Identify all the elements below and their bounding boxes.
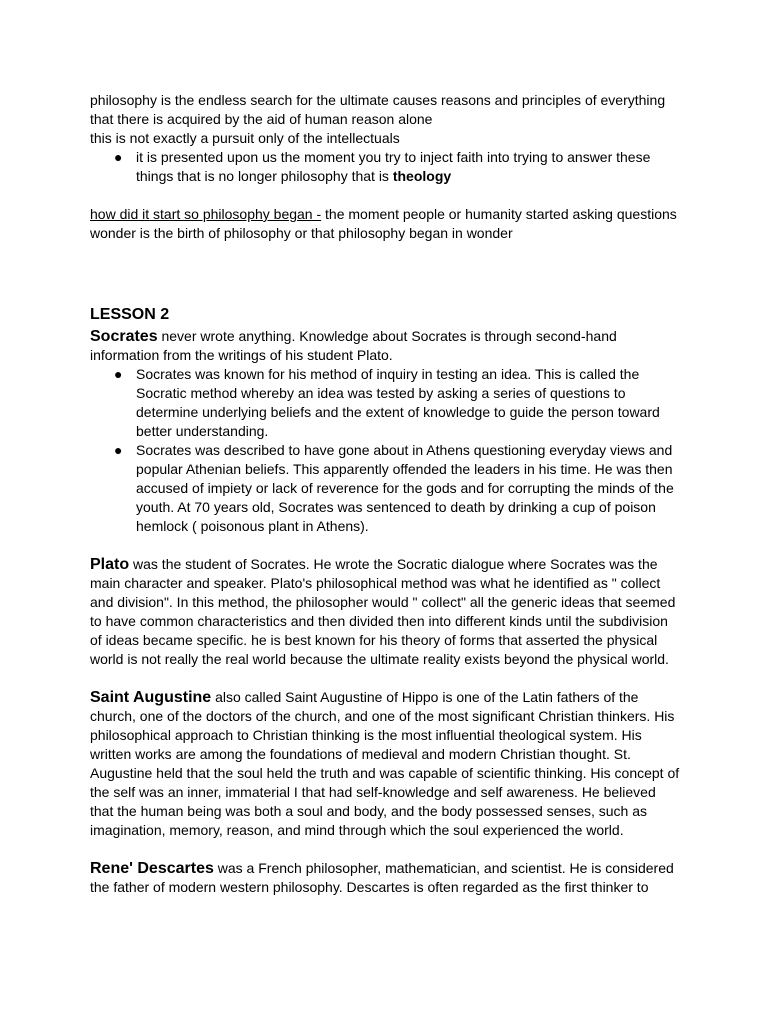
plato-text: was the student of Socrates. He wrote the Socratic dialogue where Socrates was the main character and speaker. Plato's philosophical method was what he identified as " collect and division". In this method, the philosopher would " collect" all the generic ideas that seemed to have common characteristics and then divided then into different kinds until the subdivision of ideas became specific. he is best known for his theory of forms that asserted the physical world is not really the real world because the ultimate reality exists beyond the physical world. <box>90 556 676 667</box>
intro-bullet-bold: theology <box>392 168 452 184</box>
origin-paragraph <box>90 205 680 243</box>
socrates-bullet-list <box>90 365 680 536</box>
bullet-icon: ● <box>114 366 123 382</box>
socrates-paragraph <box>90 327 680 365</box>
list-item <box>90 441 680 536</box>
socrates-bullet-1: Socrates was known for his method of inquiry in testing an idea. This is called the Socratic method whereby an idea was tested by asking a series of questions to determine underlying beliefs and the extent of knowledge to guide the person toward better understanding. <box>136 366 660 439</box>
bullet-icon: ● <box>114 149 123 165</box>
socrates-bullet-2: Socrates was described to have gone about in Athens questioning everyday views and popular Athenian beliefs. This apparently offended the leaders in his time. He was then accused of impiety or lack of reverence for the gods and for corrupting the minds of the youth. At 70 years old, Socrates was sentenced to death by drinking a cup of poison hemlock ( poisonous plant in Athens). <box>136 442 674 534</box>
augustine-name: Saint Augustine <box>90 689 212 706</box>
augustine-paragraph <box>90 688 680 840</box>
list-item <box>90 148 680 186</box>
origin-text: the moment people or humanity started asking questions wonder is the birth of philosophy or that philosophy began in wonder <box>90 206 677 241</box>
intro-line-2: this is not exactly a pursuit only of the intellectuals <box>90 130 400 146</box>
socrates-section <box>90 327 680 536</box>
intro-bullet-text: it is presented upon us the moment you try to inject faith into trying to answer these things that is no longer philosophy that is <box>136 149 651 184</box>
intro-line-1: philosophy is the endless search for the ultimate causes reasons and principles of everything that there is acquired by the aid of human reason alone <box>90 92 666 127</box>
plato-paragraph <box>90 555 680 669</box>
socrates-text: never wrote anything. Knowledge about Socrates is through second-hand information from the writings of his student Plato. <box>90 328 617 363</box>
bullet-icon: ● <box>114 442 123 458</box>
descartes-paragraph <box>90 859 680 897</box>
plato-name: Plato <box>90 556 130 573</box>
document-page <box>90 91 680 897</box>
origin-underlined-heading: how did it start so philosophy began - <box>90 206 322 222</box>
intro-bullet-list <box>90 148 680 186</box>
list-item <box>90 365 680 441</box>
lesson-title: LESSON 2 <box>90 306 170 323</box>
augustine-text: also called Saint Augustine of Hippo is one of the Latin fathers of the church, one of the doctors of the church, and one of the most significant Christian thinkers. His philosophical approach to Christian thinking is the most influential theological system. His written works are among the foundations of medieval and modern Christian thought. St. Augustine held that the soul held the truth and was capable of scientific thinking. His concept of the self was an inner, immaterial I that had self-knowledge and self awareness. He believed that the human being was both a soul and body, and the body possessed senses, such as imagination, memory, reason, and mind through which the soul experienced the world. <box>90 689 680 838</box>
descartes-name: Rene' Descartes <box>90 860 214 877</box>
descartes-text: was a French philosopher, mathematician, and scientist. He is considered the father of modern western philosophy. Descartes is often regarded as the first thinker to <box>90 860 674 895</box>
socrates-name: Socrates <box>90 328 158 345</box>
intro-section <box>90 91 680 186</box>
